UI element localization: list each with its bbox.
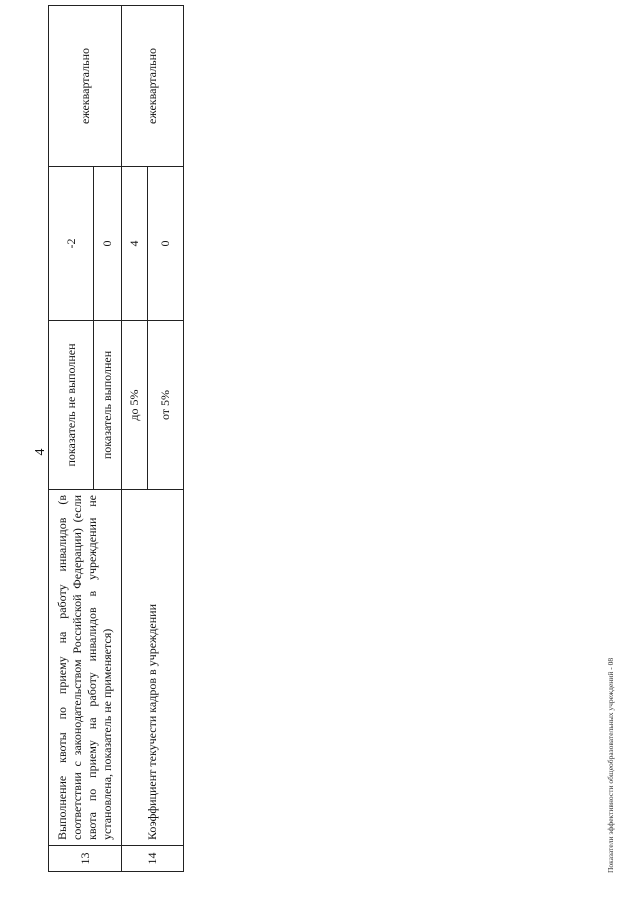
criterion-text: показатель не выполнен [49,321,94,490]
indicator-name: Выполнение квоты по приему на работу инвалидов (в соответствии с законодательством Российской Федерации) (если квота по приему на работу инвалидов в учреждении не установлена, показатель не применяется) [49,490,122,846]
criterion-points: 0 [148,167,184,321]
row-number: 14 [122,846,184,872]
row-number: 13 [49,846,122,872]
criterion-text: показатель выполнен [94,321,122,490]
criterion-points: -2 [49,167,94,321]
table-row [49,6,94,872]
period-cell: ежеквартально [49,6,122,167]
criterion-text: до 5% [122,321,148,490]
page-number: 4 [33,448,48,456]
criterion-points: 0 [94,167,122,321]
indicators-table [48,5,184,872]
criterion-points: 4 [122,167,148,321]
period-cell: ежеквартально [122,6,184,167]
footer-text: Показатели эффективности общеобразовательных учреждений - 08 [606,657,615,873]
criterion-text: от 5% [148,321,184,490]
table-row [122,6,148,872]
indicator-name: Коэффициент текучести кадров в учреждении [122,490,184,846]
